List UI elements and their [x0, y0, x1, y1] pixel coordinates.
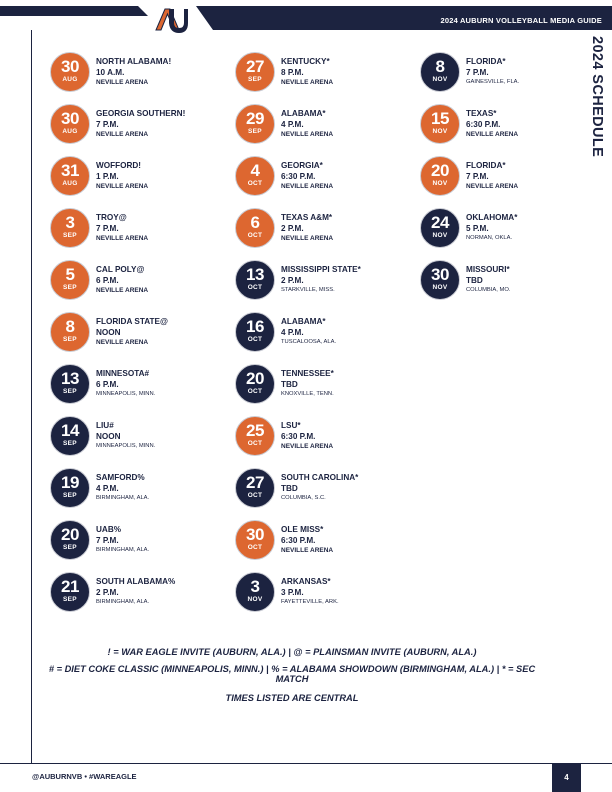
opponent-name: SOUTH CAROLINA* — [281, 473, 359, 482]
date-day: 5 — [65, 265, 75, 284]
date-day: 20 — [61, 525, 79, 544]
game-time: NOON — [96, 328, 121, 337]
date-badge — [50, 468, 90, 508]
schedule-side-title: 2024 SCHEDULE — [589, 36, 605, 158]
date-month: NOV — [432, 128, 448, 135]
date-badge — [50, 208, 90, 248]
game-time: 4 P.M. — [281, 328, 304, 337]
date-badge — [50, 416, 90, 456]
date-badge — [420, 104, 460, 144]
date-badge — [235, 364, 275, 404]
date-day: 30 — [246, 525, 264, 544]
date-month: SEP — [63, 440, 77, 447]
date-month: OCT — [247, 232, 263, 239]
game-time: 2 P.M. — [281, 224, 304, 233]
game-location: NEVILLE ARENA — [96, 131, 149, 138]
date-badge — [420, 208, 460, 248]
opponent-name: OLE MISS* — [281, 525, 324, 534]
game-time: 5 P.M. — [466, 224, 489, 233]
date-month: AUG — [62, 128, 78, 135]
times-note: TIMES LISTED ARE CENTRAL — [225, 693, 359, 703]
opponent-name: FLORIDA* — [466, 161, 506, 170]
legend-line-1: ! = WAR EAGLE INVITE (AUBURN, ALA.) | @ = PLAINSMAN INVITE (AUBURN, ALA.) — [107, 647, 477, 657]
date-month: SEP — [63, 336, 77, 343]
game-info — [96, 160, 236, 191]
opponent-name: TENNESSEE* — [281, 369, 334, 378]
date-badge — [235, 208, 275, 248]
game-info — [96, 472, 236, 503]
date-badge — [50, 520, 90, 560]
game-location: NEVILLE ARENA — [281, 131, 334, 138]
game-info — [281, 420, 421, 451]
game-info — [96, 316, 236, 347]
date-badge — [235, 572, 275, 612]
game-location: NORMAN, OKLA. — [466, 235, 513, 241]
game-info — [466, 56, 606, 87]
game-location: BIRMINGHAM, ALA. — [96, 547, 150, 553]
game-location: MINNEAPOLIS, MINN. — [96, 443, 156, 449]
game-location: NEVILLE ARENA — [96, 235, 149, 242]
game-info — [96, 264, 236, 295]
game-location: NEVILLE ARENA — [96, 339, 149, 346]
game-location: GAINESVILLE, FLA. — [466, 79, 520, 85]
date-day: 16 — [246, 317, 264, 336]
game-info — [96, 524, 236, 555]
game-info — [281, 212, 421, 243]
date-month: OCT — [247, 284, 263, 291]
opponent-name: MINNESOTA# — [96, 369, 150, 378]
date-month: OCT — [247, 544, 263, 551]
game-time: 1 P.M. — [96, 172, 119, 181]
date-day: 25 — [246, 421, 264, 440]
date-badge — [235, 52, 275, 92]
game-location: TUSCALOOSA, ALA. — [281, 339, 337, 345]
game-time: 6:30 P.M. — [281, 432, 316, 441]
game-location: FAYETTEVILLE, ARK. — [281, 599, 339, 605]
opponent-name: FLORIDA* — [466, 57, 506, 66]
game-time: TBD — [466, 276, 483, 285]
date-month: AUG — [62, 180, 78, 187]
opponent-name: CAL POLY@ — [96, 265, 145, 274]
opponent-name: ARKANSAS* — [281, 577, 331, 586]
game-time: 6 P.M. — [96, 380, 119, 389]
game-info — [281, 56, 421, 87]
date-badge — [50, 52, 90, 92]
game-location: NEVILLE ARENA — [281, 183, 334, 190]
opponent-name: GEORGIA SOUTHERN! — [96, 109, 186, 118]
date-day: 15 — [431, 109, 449, 128]
game-location: BIRMINGHAM, ALA. — [96, 495, 150, 501]
date-month: NOV — [432, 180, 448, 187]
game-info — [466, 264, 606, 295]
date-month: NOV — [432, 76, 448, 83]
game-info — [281, 108, 421, 139]
date-month: SEP — [63, 492, 77, 499]
date-day: 19 — [61, 473, 79, 492]
opponent-name: WOFFORD! — [96, 161, 142, 170]
date-day: 8 — [65, 317, 75, 336]
opponent-name: SOUTH ALABAMA% — [96, 577, 176, 586]
date-badge — [235, 260, 275, 300]
date-month: SEP — [248, 128, 262, 135]
date-day: 27 — [246, 473, 264, 492]
date-month: SEP — [63, 284, 77, 291]
game-info — [96, 56, 236, 87]
date-month: AUG — [62, 76, 78, 83]
game-time: 2 P.M. — [96, 588, 119, 597]
date-day: 3 — [250, 577, 260, 596]
opponent-name: MISSISSIPPI STATE* — [281, 265, 361, 274]
game-time: 6:30 P.M. — [466, 120, 501, 129]
date-day: 20 — [431, 161, 449, 180]
game-location: BIRMINGHAM, ALA. — [96, 599, 150, 605]
game-info — [96, 420, 236, 451]
game-location: NEVILLE ARENA — [281, 547, 334, 554]
date-badge — [50, 156, 90, 196]
date-badge — [420, 156, 460, 196]
date-month: SEP — [63, 232, 77, 239]
opponent-name: MISSOURI* — [466, 265, 510, 274]
opponent-name: TROY@ — [96, 213, 127, 222]
game-time: 4 P.M. — [96, 484, 119, 493]
game-location: COLUMBIA, S.C. — [281, 495, 326, 501]
game-time: TBD — [281, 484, 298, 493]
game-location: NEVILLE ARENA — [281, 235, 334, 242]
game-info — [281, 264, 421, 295]
date-day: 8 — [435, 57, 445, 76]
date-day: 20 — [246, 369, 264, 388]
opponent-name: SAMFORD% — [96, 473, 145, 482]
date-month: SEP — [63, 596, 77, 603]
date-day: 13 — [61, 369, 79, 388]
date-day: 30 — [61, 109, 79, 128]
date-badge — [50, 364, 90, 404]
game-info — [281, 576, 421, 607]
date-badge — [235, 104, 275, 144]
opponent-name: ALABAMA* — [281, 317, 326, 326]
game-time: 6 P.M. — [96, 276, 119, 285]
opponent-name: UAB% — [96, 525, 122, 534]
game-info — [96, 368, 236, 399]
date-day: 13 — [246, 265, 264, 284]
date-day: 4 — [250, 161, 260, 180]
game-info — [281, 160, 421, 191]
media-guide-title: 2024 AUBURN VOLLEYBALL MEDIA GUIDE — [440, 16, 602, 25]
date-badge — [235, 416, 275, 456]
game-location: MINNEAPOLIS, MINN. — [96, 391, 156, 397]
legend-line-2: # = DIET COKE CLASSIC (MINNEAPOLIS, MINN.) | % = ALABAMA SHOWDOWN (BIRMINGHAM, ALA.) | * = SEC MATCH — [48, 664, 536, 684]
date-day: 31 — [61, 161, 79, 180]
date-badge — [420, 52, 460, 92]
game-time: 2 P.M. — [281, 276, 304, 285]
date-badge — [50, 572, 90, 612]
auburn-logo-icon — [152, 6, 188, 34]
date-badge — [420, 260, 460, 300]
game-time: NOON — [96, 432, 121, 441]
game-location: NEVILLE ARENA — [96, 287, 149, 294]
date-badge — [235, 520, 275, 560]
date-day: 24 — [431, 213, 449, 232]
game-info — [466, 160, 606, 191]
date-badge — [235, 468, 275, 508]
game-time: 6:30 P.M. — [281, 172, 316, 181]
page-number: 4 — [552, 764, 581, 792]
date-month: NOV — [432, 232, 448, 239]
date-month: SEP — [63, 388, 77, 395]
game-info — [96, 108, 236, 139]
opponent-name: KENTUCKY* — [281, 57, 330, 66]
game-location: COLUMBIA, MO. — [466, 287, 511, 293]
footer-social: @AUBURNVB • #WAREAGLE — [32, 772, 137, 781]
date-day: 21 — [61, 577, 79, 596]
date-day: 27 — [246, 57, 264, 76]
date-month: NOV — [247, 596, 263, 603]
date-day: 6 — [250, 213, 260, 232]
date-month: SEP — [63, 544, 77, 551]
game-info — [96, 576, 236, 607]
date-month: OCT — [247, 336, 263, 343]
opponent-name: TEXAS A&M* — [281, 213, 333, 222]
date-badge — [235, 312, 275, 352]
game-time: 3 P.M. — [281, 588, 304, 597]
date-month: NOV — [432, 284, 448, 291]
date-month: SEP — [248, 76, 262, 83]
game-time: 4 P.M. — [281, 120, 304, 129]
date-month: OCT — [247, 440, 263, 447]
date-badge — [235, 156, 275, 196]
date-day: 30 — [61, 57, 79, 76]
date-month: OCT — [247, 180, 263, 187]
opponent-name: OKLAHOMA* — [466, 213, 518, 222]
game-info — [466, 108, 606, 139]
date-badge — [50, 260, 90, 300]
opponent-name: FLORIDA STATE@ — [96, 317, 168, 326]
date-badge — [50, 312, 90, 352]
date-month: OCT — [247, 492, 263, 499]
header-banner — [0, 6, 612, 30]
game-info — [281, 472, 421, 503]
game-info — [281, 316, 421, 347]
opponent-name: LSU* — [281, 421, 301, 430]
game-time: 7 P.M. — [466, 172, 489, 181]
game-location: STARKVILLE, MISS. — [281, 287, 335, 293]
game-time: TBD — [281, 380, 298, 389]
date-day: 14 — [61, 421, 79, 440]
game-location: NEVILLE ARENA — [281, 443, 334, 450]
game-info — [96, 212, 236, 243]
date-day: 30 — [431, 265, 449, 284]
opponent-name: GEORGIA* — [281, 161, 323, 170]
opponent-name: TEXAS* — [466, 109, 497, 118]
game-time: 8 P.M. — [281, 68, 304, 77]
date-day: 29 — [246, 109, 264, 128]
game-location: KNOXVILLE, TENN. — [281, 391, 334, 397]
date-day: 3 — [65, 213, 75, 232]
date-badge — [50, 104, 90, 144]
game-location: NEVILLE ARENA — [96, 183, 149, 190]
game-time: 7 P.M. — [96, 120, 119, 129]
game-info — [466, 212, 606, 243]
game-location: NEVILLE ARENA — [466, 183, 519, 190]
game-time: 7 P.M. — [96, 536, 119, 545]
game-time: 7 P.M. — [466, 68, 489, 77]
game-location: NEVILLE ARENA — [96, 79, 149, 86]
opponent-name: NORTH ALABAMA! — [96, 57, 172, 66]
game-info — [281, 368, 421, 399]
footer-rule — [0, 763, 612, 764]
game-info — [281, 524, 421, 555]
opponent-name: LIU# — [96, 421, 114, 430]
game-time: 7 P.M. — [96, 224, 119, 233]
game-location: NEVILLE ARENA — [466, 131, 519, 138]
opponent-name: ALABAMA* — [281, 109, 326, 118]
game-time: 10 A.M. — [96, 68, 125, 77]
game-location: NEVILLE ARENA — [281, 79, 334, 86]
date-month: OCT — [247, 388, 263, 395]
game-time: 6:30 P.M. — [281, 536, 316, 545]
